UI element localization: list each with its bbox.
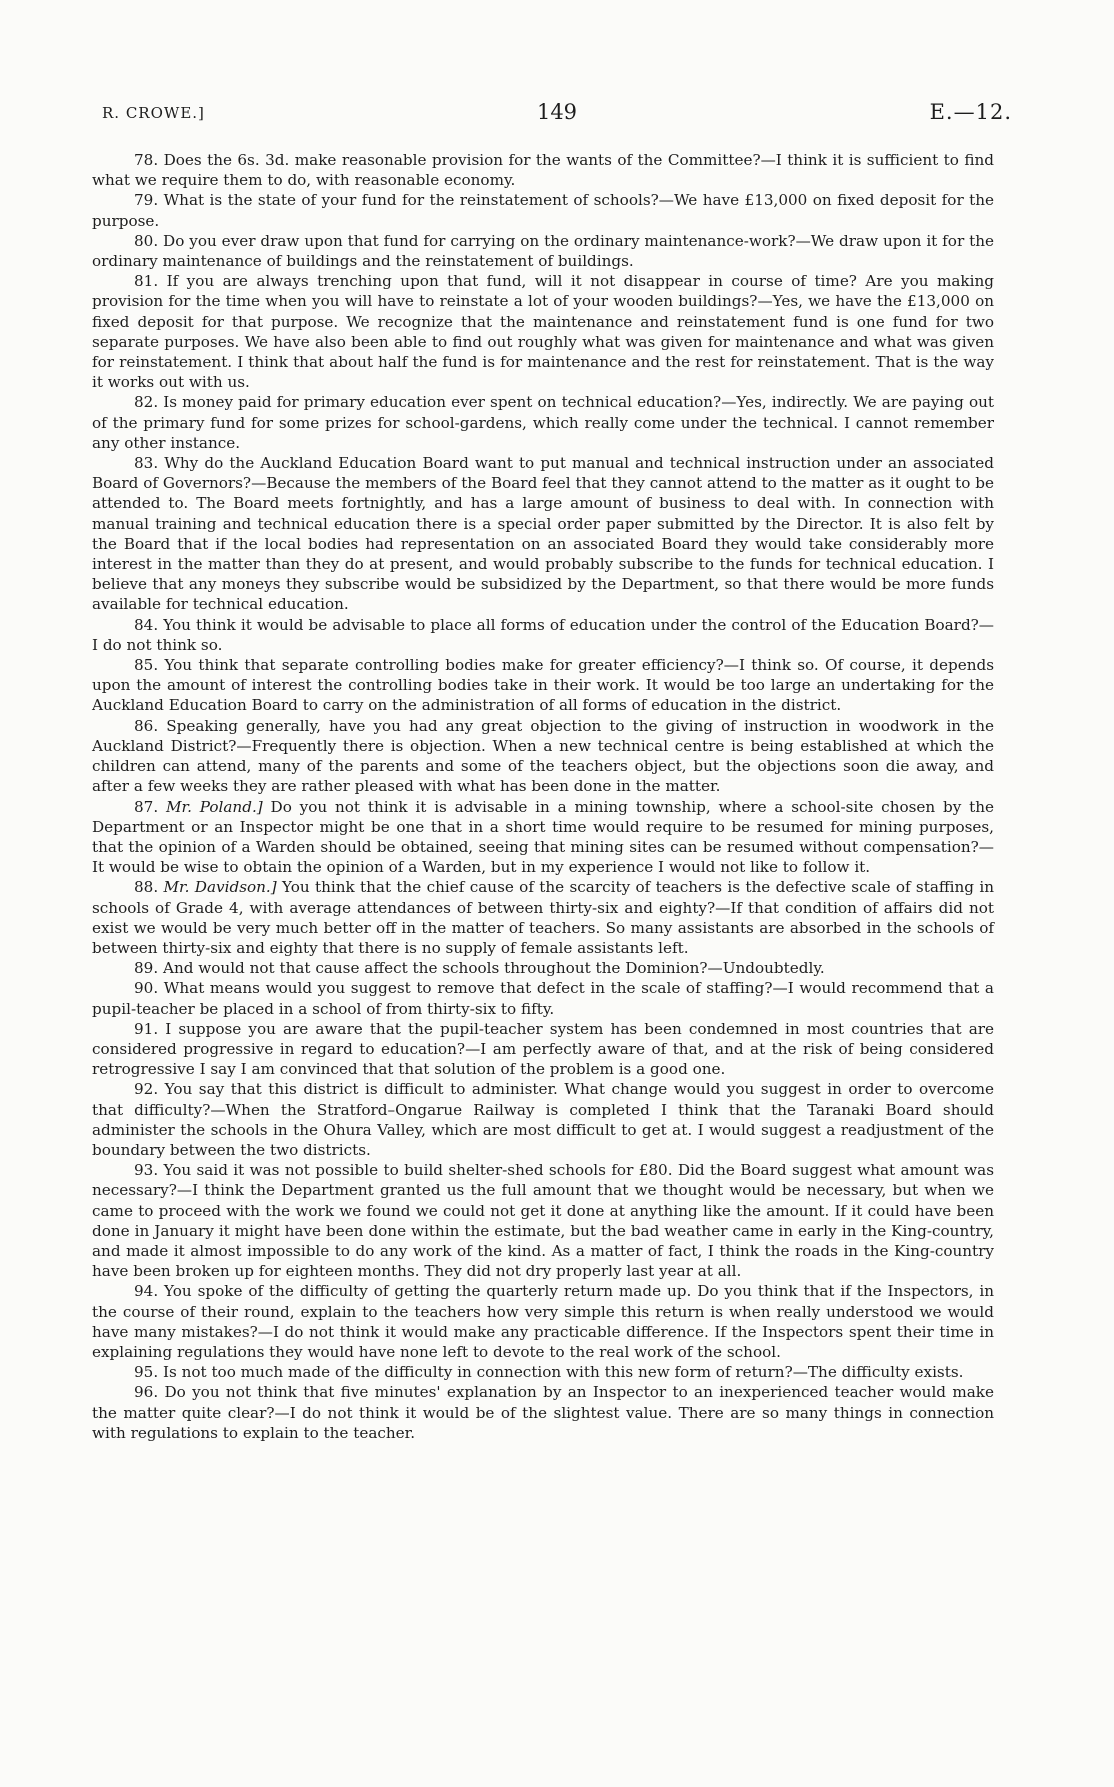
- paragraph: 79. What is the state of your fund for the reinstatement of schools?—We have £13,000 on fixed deposit for the purpose.: [92, 191, 994, 230]
- paragraph: 87. Mr. Poland.] Do you not think it is advisable in a mining township, where a school-site chosen by the Department or an Inspector might be one that in a short time would require to be resumed for mining purposes, that the opinion of a Warden should be obtained, seeing that mining sites can be resumed without compensation?—It would be wise to obtain the opinion of a Warden, but in my experience I would not like to follow it.: [92, 797, 995, 877]
- paragraph: 82. Is money paid for primary education ever spent on technical education?—Yes, indirectly. We are paying out of the primary fund for some prizes for school-gardens, which really come under the technical. I cannot remember any other instance.: [92, 393, 994, 452]
- page-header: [102, 100, 1012, 130]
- speaker-name: Mr. Poland.]: [165, 797, 263, 816]
- paragraph: 80. Do you ever draw upon that fund for carrying on the ordinary maintenance-work?—We draw upon it for the ordinary maintenance of buildings and the reinstatement of buildings.: [92, 231, 994, 271]
- question-number: 88.: [134, 878, 159, 897]
- parliamentary-paper-reference: E.—12.: [929, 100, 1012, 124]
- paragraph: 78. Does the 6s. 3d. make reasonable provision for the wants of the Committee?—I think it is sufficient to find what we require them to do, with reasonable economy.: [92, 151, 994, 190]
- paragraph: 91. I suppose you are aware that the pupil-teacher system has been condemned in most countries that are considered progressive in regard to education?—I am perfectly aware of that, and at the risk of being considered retrogressive I say I am convinced that that solution of the problem is a good one.: [92, 1019, 994, 1079]
- paragraph: 89. And would not that cause affect the schools throughout the Dominion?—Undoubtedly.: [134, 959, 825, 978]
- paragraph: 85. You think that separate controlling bodies make for greater efficiency?—I think so. Of course, it depends upon the amount of interest the controlling bodies take in their work. It would be too large an undertaking for the Auckland Education Board to carry on the administration of all forms of education in the district.: [92, 656, 994, 715]
- paragraph: 95. Is not too much made of the difficulty in connection with this new form of return?—The difficulty exists.: [134, 1363, 964, 1382]
- paragraph: 83. Why do the Auckland Education Board want to put manual and technical instruction under an associated Board of Governors?—Because the members of the Board feel that they cannot attend to the matter as it ought to be attended to. The Board meets fortnightly, and has a large amount of business to deal with. In connection with manual training and technical education there is a special order paper submitted by the Director. It is also felt by the Board that if the local bodies had representation on an associated Board they would take considerably more interest in the matter than they do at present, and would probably subscribe to the funds for technical education. I believe that any moneys they subscribe would be subsidized by the Department, so that there would be more funds available for technical education.: [92, 454, 994, 614]
- witness-name: R. CROWE.]: [102, 104, 205, 122]
- paragraph: 96. Do you not think that five minutes' explanation by an Inspector to an inexperienced teacher would make the matter quite clear?—I do not think it would be of the slightest value. There are so many things in connection with regulations to explain to the teacher.: [92, 1383, 994, 1442]
- paragraph: 94. You spoke of the difficulty of getting the quarterly return made up. Do you think that if the Inspectors, in the course of their round, explain to the teachers how very simple this return is when really understood we would have many mistakes?—I do not think it would make any practicable difference. If the Inspectors spent their time in explaining regulations they would have none left to devote to the real work of the school.: [92, 1282, 994, 1361]
- paragraph: 90. What means would you suggest to remove that defect in the scale of staffing?—I would recommend that a pupil-teacher be placed in a school of from thirty-six to fifty.: [92, 979, 994, 1018]
- paragraph: 88. Mr. Davidson.] You think that the chief cause of the scarcity of teachers is the defective scale of staffing in schools of Grade 4, with average attendances of between thirty-six and eighty?—If that condition of affairs did not exist we would be very much better off in the matter of teachers. So many assistants are absorbed in the schools of between thirty-six and eighty that there is no supply of female assistants left.: [92, 878, 995, 957]
- question-number: 87.: [134, 797, 159, 816]
- speaker-name: Mr. Davidson.]: [163, 878, 277, 897]
- paragraph: 81. If you are always trenching upon that fund, will it not disappear in course of time? Are you making provision for the time when you will have to reinstate a lot of your wooden buildings?—Yes, we have the £13,000 on fixed deposit for that purpose. We recognize that the maintenance and reinstatement fund is one fund for two separate purposes. We have also been able to find out roughly what was given for maintenance and what was given for reinstatement. I think that about half the fund is for maintenance and the rest for reinstatement. That is the way it works out with us.: [92, 272, 994, 392]
- body-text: [92, 150, 994, 1443]
- paragraph: 93. You said it was not possible to build shelter-shed schools for £80. Did the Board suggest what amount was necessary?—I think the Department granted us the full amount that we thought would be necessary, but when we came to proceed with the work we found we could not get it done at anything like the amount. If it could have been done in January it might have been done within the estimate, but the bad weather came in early in the King-country, and made it almost impossible to do any work of the kind. As a matter of fact, I think the roads in the King-country have been broken up for eighteen months. They did not dry properly last year at all.: [92, 1161, 994, 1281]
- paragraph: 84. You think it would be advisable to place all forms of education under the control of the Education Board?—I do not think so.: [92, 615, 994, 654]
- paragraph: 92. You say that this district is difficult to administer. What change would you suggest in order to overcome that difficulty?—When the Stratford–Ongarue Railway is completed I think that the Taranaki Board should administer the schools in the Ohura Valley, which are most difficult to get at. I would suggest a readjustment of the boundary between the two districts.: [92, 1080, 994, 1159]
- page-number: 149: [536, 100, 578, 124]
- paragraph: 86. Speaking generally, have you had any great objection to the giving of instruction in woodwork in the Auckland District?—Frequently there is objection. When a new technical centre is being established at which the children can attend, many of the parents and some of the teachers object, but the objections soon die away, and after a few weeks they are rather pleased with what has been done in the matter.: [92, 716, 994, 796]
